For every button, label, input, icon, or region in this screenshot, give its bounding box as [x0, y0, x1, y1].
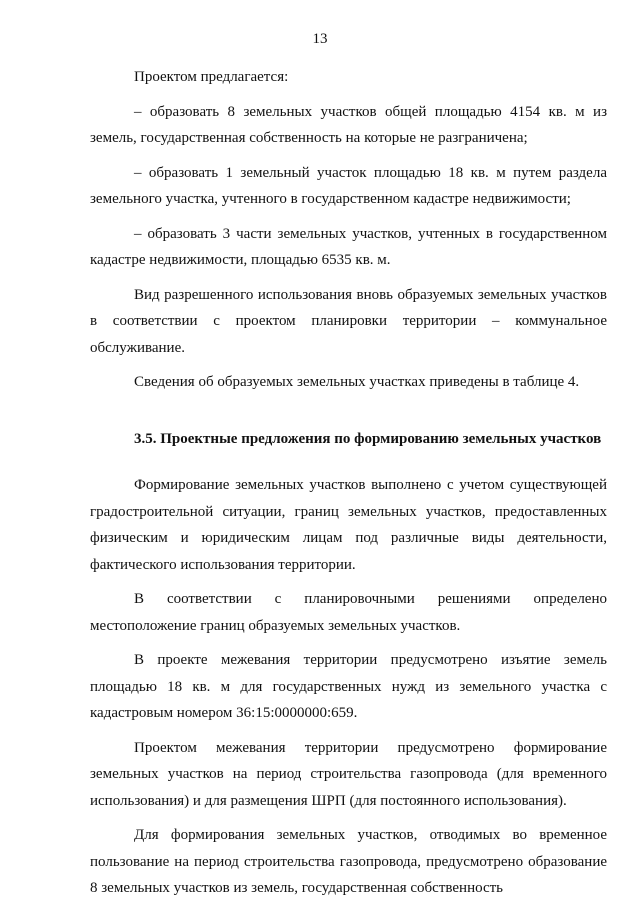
section-heading: 3.5. Проектные предложения по формированию земельных участков: [134, 430, 602, 447]
paragraph-formation: Формирование земельных участков выполнено с учетом существующей градостроительной ситуации, границ земельных участков, предоставленных физическим и юридическим лицам под различные виды деятельности, фактического использования территории.: [90, 477, 607, 573]
document-body: [90, 64, 607, 902]
paragraph-item-2: – образовать 1 земельный участок площадью 18 кв. м путем раздела земельного участка, учтенного в государственном кадастре недвижимости;: [90, 164, 607, 207]
paragraph-item-3: – образовать 3 части земельных участков, учтенных в государственном кадастре недвижимости, площадью 6535 кв. м.: [90, 225, 607, 268]
paragraph-table-reference: Сведения об образуемых земельных участках приведены в таблице 4.: [134, 374, 580, 390]
paragraph-permitted-use: Вид разрешенного использования вновь образуемых земельных участков в соответствии с проектом планировки территории – коммунальное обслуживание.: [90, 286, 607, 356]
paragraph-temporary-use: Проектом межевания территории предусмотрено формирование земельных участков на период строительства газопровода (для временного использования) и для размещения ШРП (для постоянного использования).: [90, 739, 607, 809]
paragraph-withdrawal: В проекте межевания территории предусмотрено изъятие земель площадью 18 кв. м для государственных нужд из земельного участка с кадастровым номером 36:15:0000000:659.: [90, 652, 607, 721]
paragraph-intro: Проектом предлагается:: [134, 69, 289, 85]
paragraph-boundaries: В соответствии с планировочными решениями определено местоположение границ образуемых земельных участков.: [90, 591, 607, 634]
paragraph-pipeline: Для формирования земельных участков, отводимых во временное пользование на период строительства газопровода, предусмотрено образование 8 земельных участков из земель, государственная собственность: [90, 827, 607, 896]
paragraph-item-1: – образовать 8 земельных участков общей площадью 4154 кв. м из земель, государственная собственность на которые не разграничена;: [90, 103, 607, 146]
page-number: 13: [312, 31, 328, 47]
